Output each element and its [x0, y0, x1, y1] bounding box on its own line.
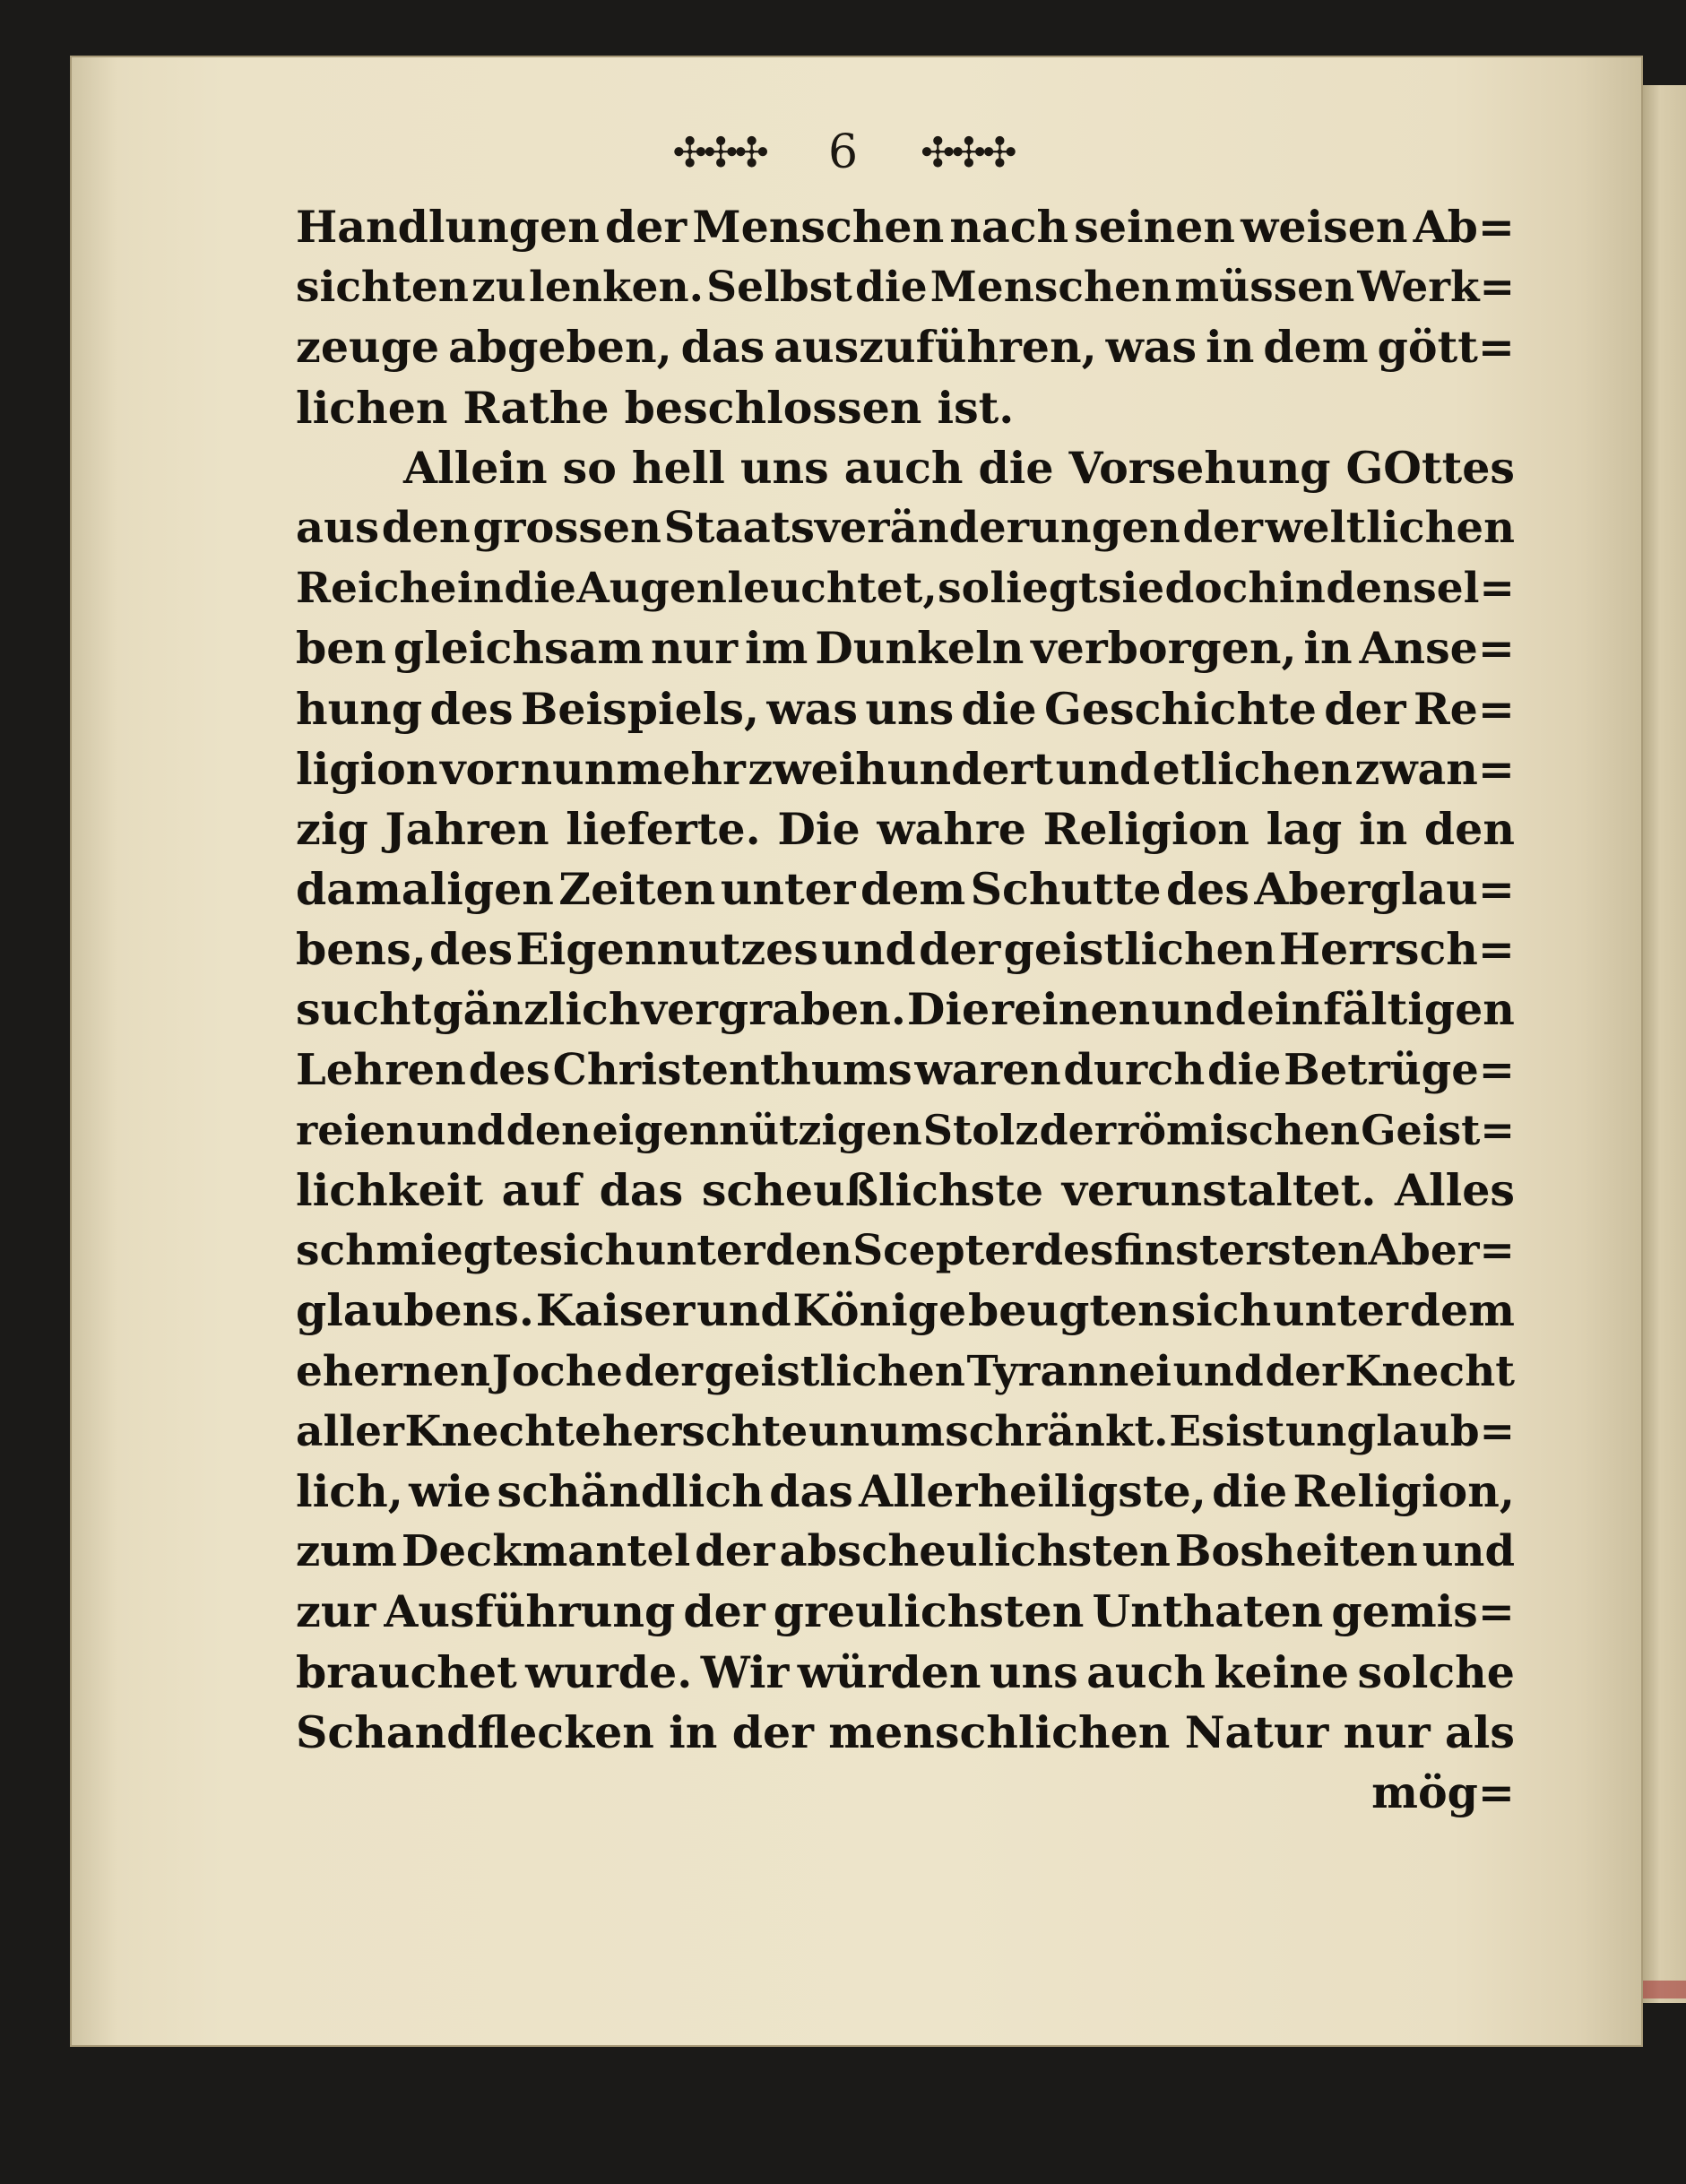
word: reien [296, 1105, 416, 1154]
word: waren [914, 1044, 1061, 1095]
word: und [696, 1284, 791, 1337]
word: vor [439, 742, 518, 795]
word: lenken. [529, 263, 704, 313]
word: nur [651, 622, 739, 675]
word: unter [720, 863, 856, 916]
word: des [1165, 863, 1249, 916]
word: Scepter [852, 1226, 1033, 1276]
word: ehernen [296, 1346, 490, 1396]
word: zum [296, 1526, 397, 1577]
word: nunmehr [520, 742, 746, 795]
word: reinen [990, 983, 1151, 1036]
word: zig [296, 802, 368, 855]
word: Dunkeln [815, 622, 1025, 675]
word: Die [777, 802, 860, 855]
word: Selbst [706, 263, 852, 313]
word: ligion [296, 742, 438, 795]
word: der [683, 1585, 765, 1638]
text-line: lichen Rathe beschlossen ist. [296, 381, 1015, 434]
word: Aber= [1368, 1226, 1515, 1276]
word: Eigennutzes [515, 923, 818, 976]
word: was [766, 682, 858, 735]
word: der [695, 1526, 775, 1577]
word: lag [1266, 802, 1343, 855]
word: der [1182, 502, 1263, 553]
word: Knechte [404, 1406, 601, 1456]
word: abgeben, [448, 321, 672, 374]
word: dem [860, 863, 966, 916]
text-line [296, 1402, 1515, 1462]
word: zweihundert [748, 742, 1053, 795]
word: sich [539, 1226, 635, 1276]
text-line [296, 799, 1515, 859]
text-line [296, 438, 1515, 498]
text-line [296, 1281, 1515, 1341]
word: und [1151, 983, 1246, 1036]
word: Die [906, 983, 990, 1036]
word: damaligen [296, 863, 554, 916]
word: der [1039, 1105, 1117, 1154]
word: seinen [1074, 201, 1236, 253]
word: auszuführen, [774, 321, 1097, 374]
word: verunstaltet. [1061, 1164, 1377, 1216]
word: menschlichen [828, 1705, 1171, 1758]
word: in [456, 564, 504, 614]
text-line [296, 1342, 1515, 1402]
word: Zeiten [558, 863, 716, 916]
word: Bosheiten [1174, 1526, 1418, 1577]
word: geistlichen [704, 1346, 965, 1396]
word: die [978, 441, 1054, 494]
word: des [468, 1044, 550, 1095]
word: Wir [700, 1645, 790, 1698]
text-line [296, 859, 1515, 919]
word: die [855, 263, 928, 313]
word: Ausführung [384, 1585, 676, 1638]
word: würden [797, 1645, 981, 1698]
body-text [296, 197, 1515, 1823]
word: Könige [792, 1284, 967, 1337]
word: unter [1273, 1284, 1408, 1337]
text-line [296, 1522, 1515, 1582]
word: gött= [1377, 321, 1515, 374]
word: der [1324, 682, 1406, 735]
word: und [821, 923, 916, 976]
word: und [1055, 742, 1151, 795]
word: den [1423, 802, 1515, 855]
word: unglaub= [1285, 1406, 1515, 1456]
word: Betrüge= [1284, 1044, 1515, 1095]
word: dem [1409, 1284, 1515, 1337]
text-line [296, 257, 1515, 317]
word: durch [1063, 1044, 1206, 1095]
word: die [1207, 1044, 1282, 1095]
word: zu [471, 263, 526, 313]
word: den [506, 1105, 592, 1154]
text-line [296, 919, 1515, 980]
word: im [744, 622, 808, 675]
text-line [296, 1161, 1515, 1221]
word: Joche [491, 1346, 623, 1396]
word: Knecht [1344, 1346, 1515, 1396]
word: leuchtet, [727, 564, 938, 614]
word: Alles [1394, 1164, 1515, 1216]
text-line [296, 980, 1515, 1040]
word: Augen [576, 564, 727, 614]
word: das [680, 321, 765, 374]
word: vergraben. [641, 983, 906, 1036]
word: Religion [1042, 802, 1249, 855]
word: keine [1214, 1645, 1350, 1698]
word: Es [1169, 1406, 1225, 1456]
word: weltlichen [1265, 502, 1515, 553]
word: der [731, 1705, 814, 1758]
word: die [961, 682, 1037, 735]
word: scheußlichste [701, 1164, 1044, 1216]
text-line [296, 1040, 1515, 1101]
word: schmiegte [296, 1226, 540, 1276]
text-line [296, 679, 1515, 739]
text-line [296, 498, 1515, 558]
text-line [296, 1101, 1515, 1161]
word: wurde. [525, 1645, 693, 1698]
word: verborgen, [1031, 622, 1297, 675]
word: Tyrannei [966, 1346, 1172, 1396]
word: ben [296, 622, 387, 675]
word: herschte [601, 1406, 808, 1456]
word: gemis= [1331, 1585, 1515, 1638]
word: und [1422, 1526, 1515, 1577]
word: doch [1164, 564, 1279, 614]
word: sucht [296, 983, 432, 1036]
word: Allein [403, 441, 548, 494]
word: Lehren [296, 1044, 466, 1095]
text-line [296, 739, 1515, 799]
word: solche [1357, 1645, 1515, 1698]
word: Geschichte [1043, 682, 1317, 735]
word: das [769, 1464, 853, 1517]
word: hell [631, 441, 725, 494]
word: in [1303, 622, 1353, 675]
word: Kaiser [535, 1284, 696, 1337]
word: Handlungen [296, 201, 600, 253]
word: die [504, 564, 576, 614]
word: und [416, 1105, 506, 1154]
word: müssen [1174, 263, 1355, 313]
word: eigennützigen [592, 1105, 922, 1154]
word: zur [296, 1585, 376, 1638]
word: greulichsten [773, 1585, 1085, 1638]
word: abscheulichsten [779, 1526, 1171, 1577]
word: Ab= [1413, 201, 1515, 253]
word: Schutte [970, 863, 1162, 916]
word: die [1212, 1464, 1288, 1517]
word: in [1206, 321, 1255, 374]
word: zeuge [296, 321, 440, 374]
word: Allerheiligste, [859, 1464, 1206, 1517]
word: der [1265, 1346, 1344, 1396]
word: etlichen [1152, 742, 1353, 795]
word: Geist= [1361, 1105, 1515, 1154]
word: des [429, 923, 514, 976]
word: lichkeit [296, 1164, 484, 1216]
word: bens, [296, 923, 427, 976]
word: Jahren [385, 802, 549, 855]
word: schändlich [497, 1464, 764, 1517]
word: Anse= [1359, 622, 1515, 675]
word: zwan= [1354, 742, 1515, 795]
word: Reiche [296, 564, 457, 614]
word: Menschen [692, 201, 945, 253]
word: finstersten [1113, 1226, 1369, 1276]
red-page-edge [1643, 1981, 1686, 1998]
word: des [1033, 1226, 1114, 1276]
text-line [296, 317, 1515, 377]
text-line [296, 1643, 1515, 1703]
word: den [381, 502, 471, 553]
word: das [599, 1164, 684, 1216]
word: Werk= [1357, 263, 1515, 313]
word: Unthaten [1092, 1585, 1324, 1638]
word: der [604, 201, 687, 253]
word: einfältigen [1246, 983, 1515, 1036]
text-line [296, 1221, 1515, 1281]
word: den [765, 1226, 852, 1276]
word: so [562, 441, 617, 494]
word: Herrsch= [1278, 923, 1515, 976]
word: unumschränkt. [808, 1406, 1169, 1456]
word: wie [409, 1464, 492, 1517]
text-line [296, 197, 1515, 257]
catchword: mög= [1371, 1765, 1515, 1818]
word: liegt [990, 564, 1098, 614]
word: brauchet [296, 1645, 517, 1698]
word: Re= [1413, 682, 1515, 735]
word: dem [1263, 321, 1369, 374]
word: Christenthums [552, 1044, 912, 1095]
word: Schandflecken [296, 1705, 654, 1758]
word: lich, [296, 1464, 403, 1517]
word: was [1105, 321, 1197, 374]
word: Menschen [929, 263, 1172, 313]
word: gleichsam [393, 622, 644, 675]
word: der [624, 1346, 703, 1396]
ornament-left-icon: ✣✣✣ [672, 128, 765, 177]
word: densel= [1326, 564, 1515, 614]
word: Deckmantel [401, 1526, 691, 1577]
word: Aberglau= [1254, 863, 1515, 916]
page-header [0, 121, 1686, 184]
word: Vorsehung [1068, 441, 1331, 494]
word: uns [739, 441, 829, 494]
text-line [296, 1462, 1515, 1522]
word: lieferte. [566, 802, 761, 855]
word: des [429, 682, 514, 735]
word: beugten [968, 1284, 1170, 1337]
text-line [296, 1582, 1515, 1642]
word: gänzlich [432, 983, 641, 1036]
word: sich [1171, 1284, 1272, 1337]
word: Natur [1184, 1705, 1329, 1758]
word: ist [1225, 1406, 1285, 1456]
word: uns [865, 682, 955, 735]
word: wahre [877, 802, 1026, 855]
word: der [919, 923, 1001, 976]
word: in [1358, 802, 1408, 855]
word: Staatsveränderungen [663, 502, 1180, 553]
word: Stolz [922, 1105, 1039, 1154]
word: geistlichen [1003, 923, 1276, 976]
word: in [1278, 564, 1326, 614]
page-number: 6 [827, 125, 859, 179]
facing-page-edge [1643, 85, 1686, 2003]
word: Beispiels, [520, 682, 760, 735]
word: hung [296, 682, 423, 735]
word: auch [1086, 1645, 1206, 1698]
word: unter [635, 1226, 765, 1276]
word: aller [296, 1406, 404, 1456]
word: weisen [1241, 201, 1408, 253]
word: nach [949, 201, 1069, 253]
word: in [669, 1705, 718, 1758]
word: Religion, [1293, 1464, 1515, 1517]
word: nur [1343, 1705, 1431, 1758]
text-line [296, 1703, 1515, 1763]
word: sichten [296, 263, 469, 313]
word: römischen [1117, 1105, 1361, 1154]
word: und [1172, 1346, 1264, 1396]
word: aus [296, 502, 380, 553]
word: auch [843, 441, 964, 494]
word: GOttes [1345, 441, 1515, 494]
word: glaubens. [296, 1284, 534, 1337]
text-line [296, 558, 1515, 618]
word: so [938, 564, 990, 614]
word: uns [989, 1645, 1078, 1698]
word: grossen [472, 502, 661, 553]
word: als [1444, 1705, 1515, 1758]
word: sie [1097, 564, 1165, 614]
text-line [296, 618, 1515, 678]
ornament-right-icon: ✣✣✣ [921, 128, 1014, 177]
word: auf [501, 1164, 582, 1216]
